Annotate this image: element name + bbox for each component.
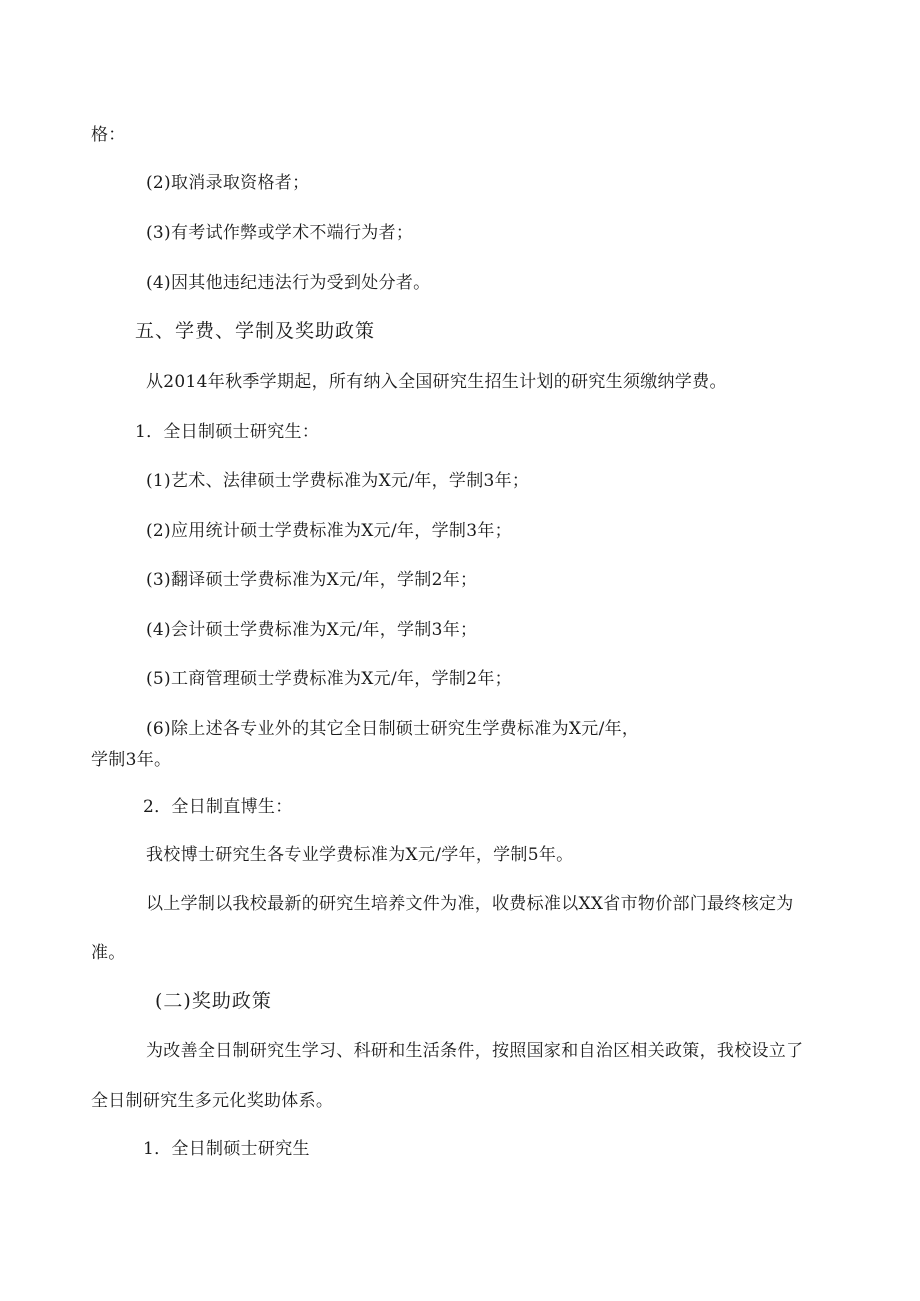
fee-item-6: (6)除上述各专业外的其它全日制硕士研究生学费标准为X元/年， (146, 719, 640, 739)
paragraph-fee-note-continuation: 准。 (91, 943, 126, 963)
fee-item-5: (5)工商管理硕士学费标准为X元/年，学制2年； (146, 669, 512, 689)
fee-item-1: (1)艺术、法律硕士学费标准为X元/年，学制3年； (146, 471, 530, 491)
fee-item-2: (2)应用统计硕士学费标准为X元/年，学制3年； (146, 521, 512, 541)
text-line-continuation: 格： (91, 125, 126, 145)
subheading-masters-awards: 1．全日制硕士研究生 (143, 1139, 310, 1159)
list-item-4: (4)因其他违纪违法行为受到处分者。 (146, 273, 431, 293)
paragraph-phd-fee: 我校博士研究生各专业学费标准为X元/学年，学制5年。 (146, 845, 574, 865)
fee-item-3: (3)翻译硕士学费标准为X元/年，学制2年； (146, 570, 478, 590)
fee-item-6-continuation: 学制3年。 (91, 750, 172, 770)
list-item-3: (3)有考试作弊或学术不端行为者； (146, 223, 414, 243)
section-heading-5: 五、学费、学制及奖助政策 (135, 320, 376, 342)
subheading-masters: 1．全日制硕士研究生： (135, 422, 320, 442)
paragraph-fee-note: 以上学制以我校最新的研究生培养文件为准，收费标准以XX省市物价部门最终核定为 (146, 894, 794, 914)
paragraph-awards-intro-continuation: 全日制研究生多元化奖助体系。 (91, 1091, 334, 1111)
section-heading-awards: (二)奖助政策 (155, 990, 272, 1012)
paragraph-tuition-intro: 从2014年秋季学期起，所有纳入全国研究生招生计划的研究生须缴纳学费。 (146, 372, 727, 392)
fee-item-4: (4)会计硕士学费标准为X元/年，学制3年； (146, 620, 478, 640)
paragraph-awards-intro: 为改善全日制研究生学习、科研和生活条件，按照国家和自治区相关政策，我校设立了 (146, 1041, 804, 1061)
subheading-direct-phd: 2．全日制直博生： (143, 797, 293, 817)
list-item-2: (2)取消录取资格者； (146, 173, 310, 193)
